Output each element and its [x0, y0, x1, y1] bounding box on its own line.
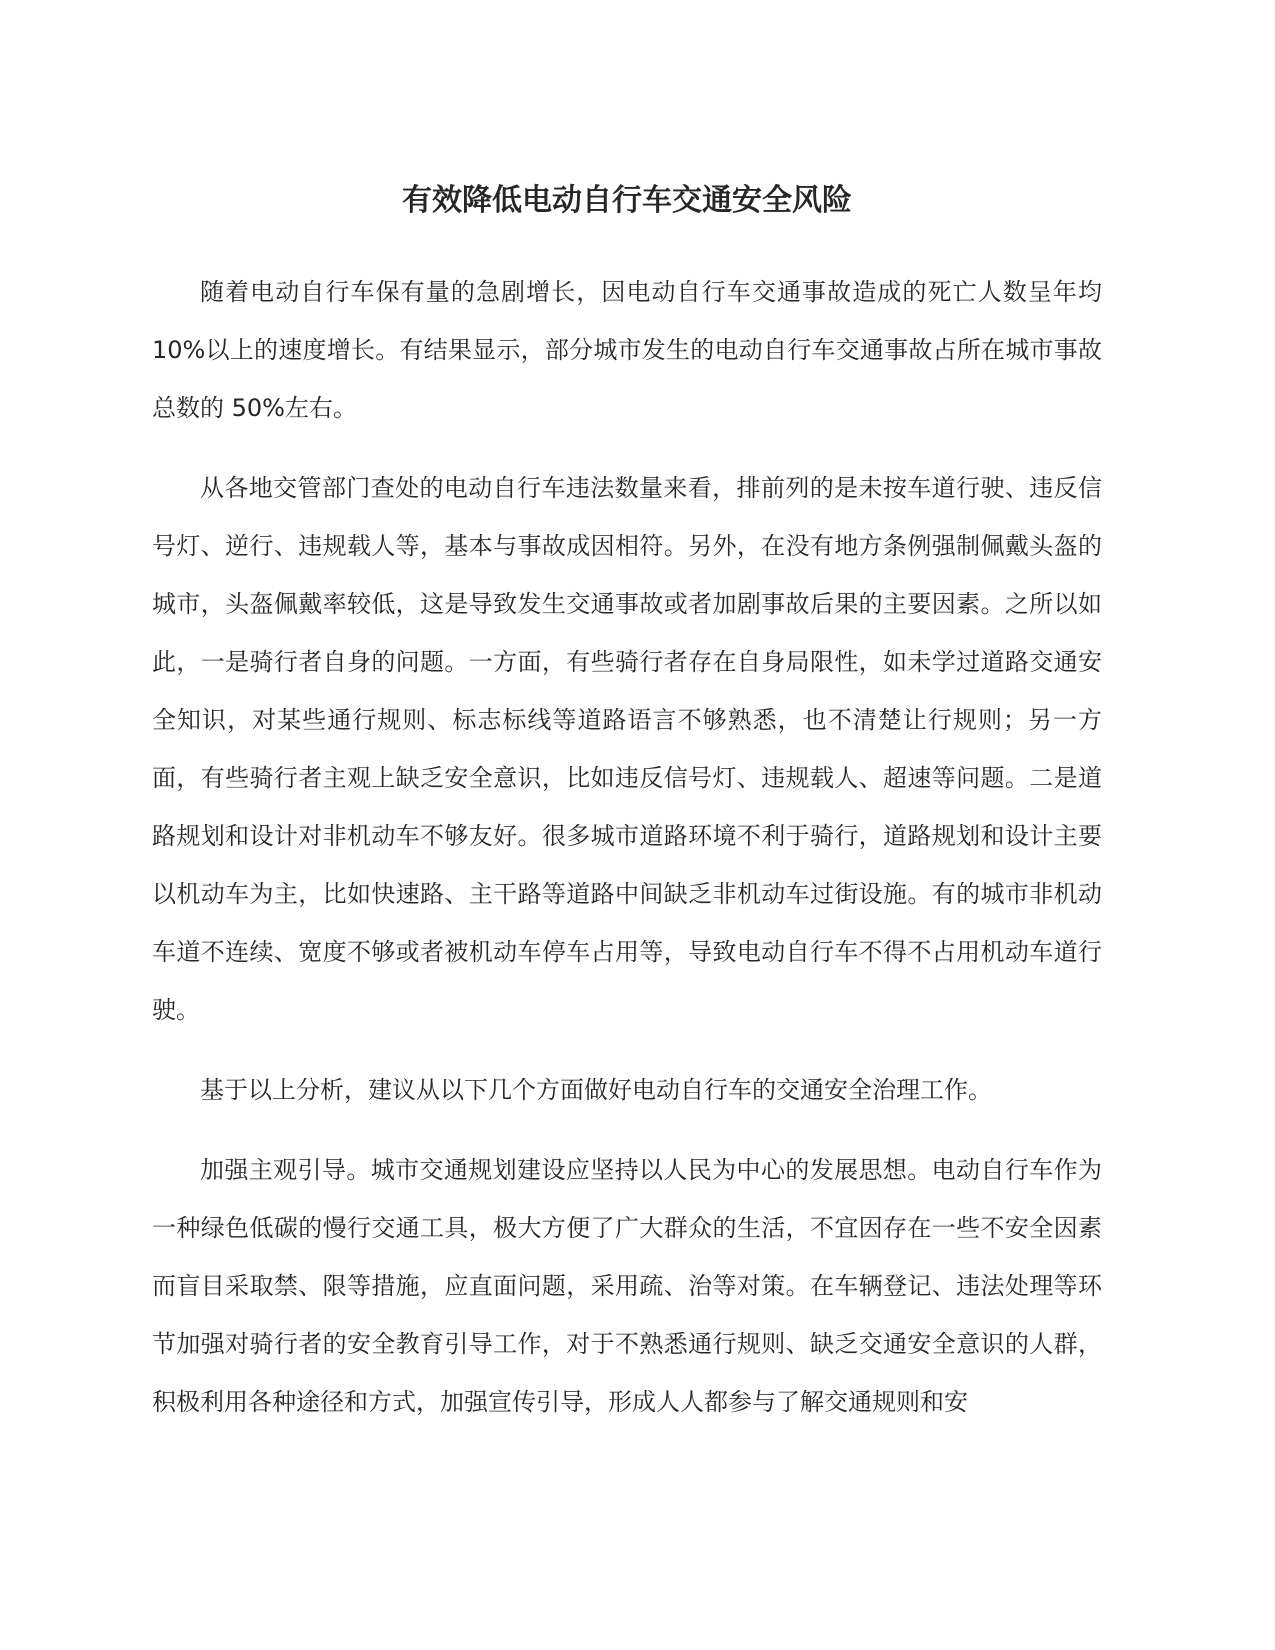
paragraph-3: 基于以上分析，建议从以下几个方面做好电动自行车的交通安全治理工作。 — [200, 1076, 992, 1104]
document-body — [152, 175, 1102, 1453]
paragraph-4: 加强主观引导。城市交通规划建设应坚持以人民为中心的发展思想。电动自行车作为一种绿色低碳的慢行交通工具，极大方便了广大群众的生活，不宜因存在一些不安全因素而盲目采取禁、限等措施，应直面问题，采用疏、治等对策。在车辆登记、违法处理等环节加强对骑行者的安全教育引导工作，对于不熟悉通行规则、缺乏交通安全意识的人群，积极利用各种途径和方式，加强宣传引导，形成人人都参与了解交通规则和安 — [152, 1156, 1102, 1416]
document-title: 有效降低电动自行车交通安全风险 — [402, 183, 852, 218]
paragraph-1: 随着电动自行车保有量的急剧增长，因电动自行车交通事故造成的死亡人数呈年均10%以上的速度增长。有结果显示，部分城市发生的电动自行车交通事故占所在城市事故总数的 50%左右。 — [152, 278, 1102, 422]
paragraph-2: 从各地交管部门查处的电动自行车违法数量来看，排前列的是未按车道行驶、违反信号灯、逆行、违规载人等，基本与事故成因相符。另外，在没有地方条例强制佩戴头盔的城市，头盔佩戴率较低，这是导致发生交通事故或者加剧事故后果的主要因素。之所以如此，一是骑行者自身的问题。一方面，有些骑行者存在自身局限性，如未学过道路交通安全知识，对某些通行规则、标志标线等道路语言不够熟悉，也不清楚让行规则；另一方面，有些骑行者主观上缺乏安全意识，比如违反信号灯、违规载人、超速等问题。二是道路规划和设计对非机动车不够友好。很多城市道路环境不利于骑行，道路规划和设计主要以机动车为主，比如快速路、主干路等道路中间缺乏非机动车过街设施。有的城市非机动车道不连续、宽度不够或者被机动车停车占用等，导致电动自行车不得不占用机动车道行驶。 — [152, 474, 1102, 1024]
